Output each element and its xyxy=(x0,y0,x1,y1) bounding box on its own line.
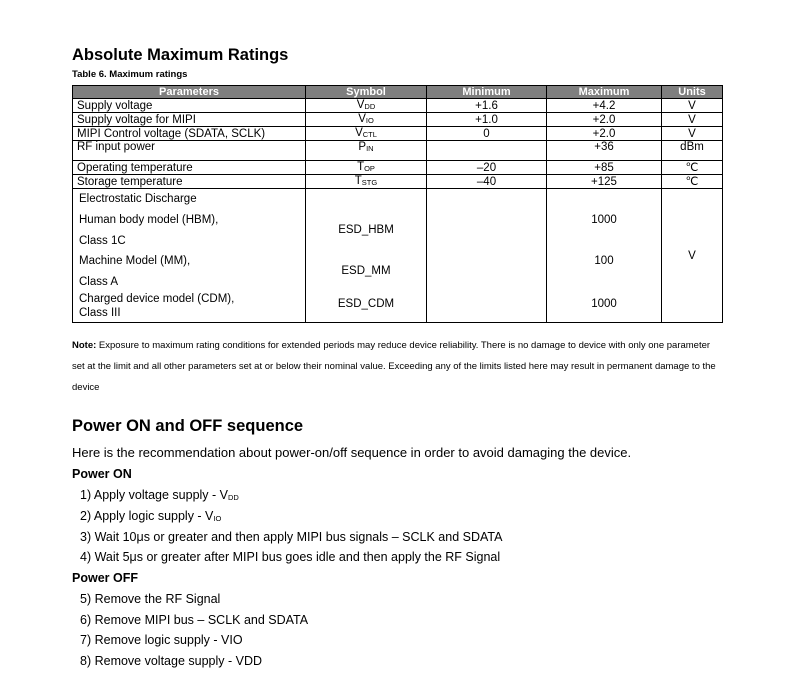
column-header: Minimum xyxy=(427,86,547,99)
symbol-main: V xyxy=(356,99,365,111)
power-on-step xyxy=(80,508,221,526)
esd-mm-label: Machine Model (MM), xyxy=(79,255,191,267)
symbol-cell xyxy=(306,161,427,175)
section-title-power-sequence: Power ON and OFF sequence xyxy=(72,417,304,435)
maximum-cell: +2.0 xyxy=(547,113,662,127)
table-row xyxy=(73,127,723,141)
units-cell: V xyxy=(662,127,723,141)
symbol-subscript: IN xyxy=(366,144,374,153)
symbol-subscript: OP xyxy=(364,164,375,173)
symbol-subscript: IO xyxy=(365,116,374,125)
symbol-cell xyxy=(306,99,427,113)
maximum-cell: +4.2 xyxy=(547,99,662,113)
power-on-step: 4) Wait 5μs or greater after MIPI bus goes idle and then apply the RF Signal xyxy=(80,550,501,564)
maximum-cell: +85 xyxy=(547,161,662,175)
parameter-cell: Supply voltage xyxy=(73,99,306,113)
parameter-cell: Storage temperature xyxy=(73,175,306,189)
symbol-cell xyxy=(306,127,427,141)
esd-cdm-label: Charged device model (CDM), xyxy=(79,293,235,305)
table-row xyxy=(73,113,723,127)
power-on-heading: Power ON xyxy=(72,467,132,481)
power-off-step: 8) Remove voltage supply - VDD xyxy=(80,654,263,668)
column-header: Maximum xyxy=(547,86,662,99)
parameter-cell: MIPI Control voltage (SDATA, SCLK) xyxy=(73,127,306,141)
maximum-cell: +36 xyxy=(547,141,662,161)
units-cell: dBm xyxy=(662,141,723,161)
table-row xyxy=(73,99,723,113)
esd-heading: Electrostatic Discharge xyxy=(79,193,197,205)
step-text: 2) Apply logic supply - V xyxy=(80,509,214,523)
symbol-main: T xyxy=(354,175,362,187)
esd-hbm-symbol: ESD_HBM xyxy=(338,224,394,236)
esd-mm-max: 100 xyxy=(594,255,614,267)
minimum-cell: –40 xyxy=(427,175,547,189)
step-text: 1) Apply voltage supply - V xyxy=(80,488,228,502)
power-off-step: 5) Remove the RF Signal xyxy=(80,592,221,606)
minimum-cell: +1.0 xyxy=(427,113,547,127)
step-subscript: IO xyxy=(213,514,222,523)
parameter-cell: Supply voltage for MIPI xyxy=(73,113,306,127)
section-title-absolute-maximum-ratings: Absolute Maximum Ratings xyxy=(72,46,289,64)
power-off-heading: Power OFF xyxy=(72,571,138,585)
column-header: Parameters xyxy=(73,86,306,99)
units-cell: ℃ xyxy=(662,161,723,175)
table-row xyxy=(73,175,723,189)
maximum-cell: +2.0 xyxy=(547,127,662,141)
note-text: Exposure to maximum rating conditions for extended periods may reduce device reliability. There is no damage to device with only one parameter set at the limit and all other parameters set at or below their nominal value. Exceeding any of the limits listed here may result in permanent damage to the device xyxy=(72,340,716,393)
symbol-cell xyxy=(306,175,427,189)
esd-maximum-cell xyxy=(547,189,662,323)
table-row xyxy=(73,161,723,175)
esd-cdm-class: Class III xyxy=(79,307,121,319)
power-off-step: 7) Remove logic supply - VIO xyxy=(80,633,243,647)
esd-symbol-cell xyxy=(306,189,427,323)
table-row xyxy=(73,141,723,161)
power-on-step xyxy=(80,487,239,505)
symbol-subscript: STG xyxy=(361,178,378,187)
table-caption: Table 6. Maximum ratings xyxy=(72,69,188,80)
symbol-main: V xyxy=(355,127,363,139)
symbol-subscript: DD xyxy=(364,102,376,111)
symbol-cell xyxy=(306,141,427,161)
step-subscript: DD xyxy=(228,493,239,502)
units-cell: ℃ xyxy=(662,175,723,189)
maximum-cell: +125 xyxy=(547,175,662,189)
esd-units-cell: V xyxy=(662,189,723,323)
esd-parameter-cell xyxy=(73,189,306,323)
units-cell: V xyxy=(662,99,723,113)
symbol-main: V xyxy=(358,113,366,125)
column-header: Units xyxy=(662,86,723,99)
minimum-cell: –20 xyxy=(427,161,547,175)
symbol-subscript: CTL xyxy=(362,130,377,139)
maximum-ratings-table xyxy=(72,85,723,323)
table-row-esd xyxy=(73,189,723,323)
esd-hbm-max: 1000 xyxy=(591,214,617,226)
esd-cdm-symbol: ESD_CDM xyxy=(337,298,395,310)
column-header: Symbol xyxy=(306,86,427,99)
esd-mm-symbol: ESD_MM xyxy=(341,265,391,277)
parameter-cell: Operating temperature xyxy=(73,161,306,175)
symbol-main: T xyxy=(357,161,365,173)
power-on-step: 3) Wait 10μs or greater and then apply MIPI bus signals – SCLK and SDATA xyxy=(80,530,503,544)
table-header-row xyxy=(73,86,723,99)
units-cell: V xyxy=(662,113,723,127)
esd-mm-class: Class A xyxy=(79,276,118,288)
symbol-cell xyxy=(306,113,427,127)
parameter-cell: RF input power xyxy=(73,141,306,161)
table-note xyxy=(72,335,724,398)
esd-cdm-max: 1000 xyxy=(591,298,617,310)
esd-minimum-cell xyxy=(427,189,547,323)
minimum-cell: +1.6 xyxy=(427,99,547,113)
minimum-cell xyxy=(427,141,547,161)
power-sequence-intro: Here is the recommendation about power-on/off sequence in order to avoid damaging the device. xyxy=(72,445,632,460)
power-off-step: 6) Remove MIPI bus – SCLK and SDATA xyxy=(80,613,309,627)
minimum-cell: 0 xyxy=(427,127,547,141)
note-label: Note: xyxy=(72,340,97,351)
esd-hbm-class: Class 1C xyxy=(79,235,126,247)
symbol-main: P xyxy=(358,141,367,153)
esd-hbm-label: Human body model (HBM), xyxy=(79,214,219,226)
